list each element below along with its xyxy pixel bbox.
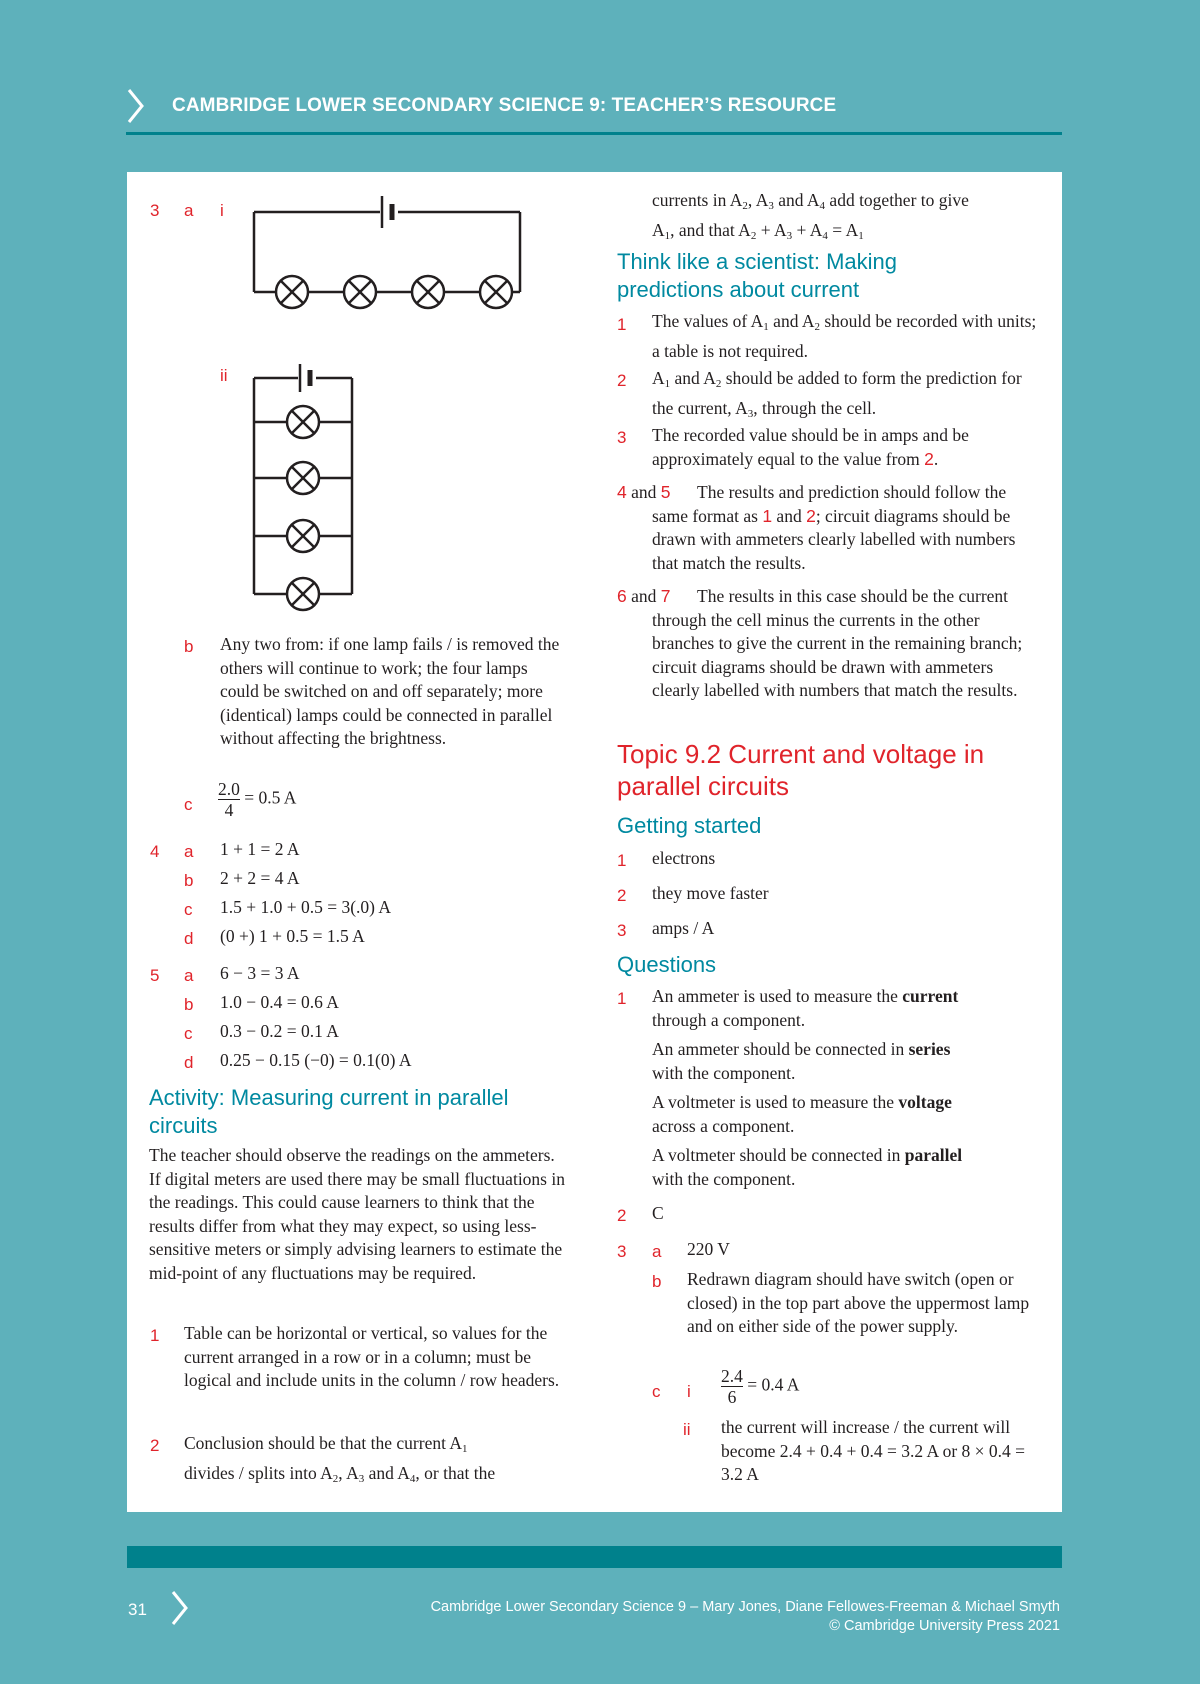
footer-credits: [431, 1598, 1060, 1636]
continued-text: currents in A2, A3 and A4 add together to give A1, and that A2 + A3 + A4 = A1: [652, 190, 969, 242]
sub-label: a: [184, 201, 194, 220]
answer-text: 0.25 − 0.15 (−0) = 0.1(0) A: [220, 1050, 412, 1070]
question-number: 5: [150, 966, 160, 985]
answer-text: 1 + 1 = 2 A: [220, 839, 300, 859]
answer-text: 1.5 + 1.0 + 0.5 = 3(.0) A: [220, 897, 392, 917]
sub-label: c: [652, 1382, 661, 1401]
list-text: An ammeter should be connected in series with the component.: [652, 1039, 951, 1083]
sub-label: a: [652, 1242, 662, 1261]
list-text: Redrawn diagram should have switch (open or closed) in the top part above the uppermost lamp and on either side of the power supply.: [687, 1269, 1030, 1336]
list-number: 1: [617, 315, 627, 334]
list-number: 2: [617, 886, 627, 905]
sub-label: c: [184, 900, 193, 919]
list-number: 2: [617, 1206, 627, 1225]
fraction-result: = 0.4 A: [747, 1374, 800, 1395]
list-text: Conclusion should be that the current A1 divides / splits into A2, A3 and A4, or that the: [184, 1433, 496, 1485]
list-text: The results in this case should be the current through the cell minus the currents in the other branches to give the current in the remaining branch; circuit diagrams should be drawn with ammeters clearly labelled with numbers that match the results.: [652, 586, 1023, 700]
sub-label: b: [184, 995, 194, 1014]
list-number-range: 4 and 5: [617, 482, 671, 502]
list-number: 3: [617, 1242, 627, 1261]
fraction-numerator: 2.4: [721, 1366, 743, 1386]
sub-label: ii: [683, 1420, 691, 1439]
sub-label: i: [220, 201, 224, 220]
content-panel: [127, 172, 1062, 1512]
fraction-numerator: 2.0: [218, 779, 240, 799]
footer-line: Cambridge Lower Secondary Science 9 – Mary Jones, Diane Fellowes-Freeman & Michael Smyth: [430, 1599, 1060, 1615]
sub-label: b: [184, 637, 194, 656]
activity-heading: Activity: Measuring current in parallel circuits: [149, 1085, 509, 1138]
fraction-answer: [218, 779, 296, 820]
answer-text: Any two from: if one lamp fails / is removed the others will continue to work; the four lamps could be switched on and off separately; more (identical) lamps could be connected in parallel without affecting the brightness.: [220, 634, 560, 748]
list-number: 1: [617, 851, 627, 870]
answer-text: (0 +) 1 + 0.5 = 1.5 A: [220, 926, 365, 946]
list-number: 1: [150, 1326, 160, 1345]
list-number: 3: [617, 428, 627, 447]
list-text: 220 V: [687, 1239, 730, 1259]
list-text: amps / A: [652, 918, 715, 938]
sub-label: c: [184, 1024, 193, 1043]
sub-label: i: [687, 1382, 691, 1401]
sub-label: b: [184, 871, 194, 890]
answer-text: 2 + 2 = 4 A: [220, 868, 300, 888]
list-text: A voltmeter should be connected in parallel with the component.: [652, 1145, 963, 1189]
parallel-circuit-diagram: [252, 360, 372, 620]
list-text: The values of A1 and A2 should be recorded with units; a table is not required.: [652, 311, 1037, 361]
sub-label: a: [184, 966, 194, 985]
list-text: Table can be horizontal or vertical, so values for the current arranged in a row or in a column; must be logical and include units in the column / row headers.: [184, 1323, 560, 1390]
footer-bar: [127, 1546, 1062, 1568]
list-text: The recorded value should be in amps and be approximately equal to the value from 2.: [652, 425, 969, 469]
list-text: electrons: [652, 848, 716, 868]
chevron-right-icon: [170, 1590, 190, 1626]
sub-label: b: [652, 1272, 662, 1291]
list-text: The results and prediction should follow the same format as 1 and 2; circuit diagrams should be drawn with ammeters clearly labelled with numbers that match the results.: [652, 482, 1016, 573]
list-text: the current will increase / the current will become 2.4 + 0.4 + 0.4 = 3.2 A or 8 × 0.4 = 3.2 A: [721, 1417, 1026, 1484]
footer-line: © Cambridge University Press 2021: [829, 1618, 1060, 1634]
fraction-denominator: 4: [224, 800, 234, 820]
header-rule: [126, 132, 1062, 135]
list-text: they move faster: [652, 883, 769, 903]
chevron-right-icon: [126, 88, 146, 124]
list-number: 2: [617, 371, 627, 390]
fraction-denominator: 6: [727, 1387, 737, 1407]
answer-text: 0.3 − 0.2 = 0.1 A: [220, 1021, 339, 1041]
list-text: A1 and A2 should be added to form the prediction for the current, A3, through the cell.: [652, 368, 1022, 420]
list-text: An ammeter is used to measure the current through a component.: [652, 986, 959, 1030]
list-number: 1: [617, 989, 627, 1008]
fraction-result: = 0.5 A: [244, 787, 297, 808]
list-number: 2: [150, 1436, 160, 1455]
getting-started-heading: Getting started: [617, 813, 762, 838]
topic-heading: Topic 9.2 Current and voltage in parallel circuits: [617, 739, 985, 801]
list-text: A voltmeter is used to measure the voltage across a component.: [652, 1092, 952, 1136]
fraction-answer: [721, 1366, 799, 1407]
list-number-range: 6 and 7: [617, 586, 671, 606]
list-number: 3: [617, 921, 627, 940]
activity-text: The teacher should observe the readings on the ammeters. If digital meters are used there may be small fluctuations in the readings. This could cause learners to think that the results differ from what they may expect, so using less-sensitive meters or simply advising learners to estimate the mid-point of any fluctuations may be required.: [149, 1145, 565, 1283]
header-title: CAMBRIDGE LOWER SECONDARY SCIENCE 9: TEACHER’S RESOURCE: [172, 95, 837, 116]
sub-label: ii: [220, 366, 228, 385]
sub-label: d: [184, 1053, 194, 1072]
list-text: C: [652, 1203, 664, 1223]
answer-text: 6 − 3 = 3 A: [220, 963, 300, 983]
question-number: 3: [150, 201, 160, 220]
sub-label: c: [184, 795, 193, 814]
sub-label: d: [184, 929, 194, 948]
series-circuit-diagram: [252, 194, 552, 314]
sub-label: a: [184, 842, 194, 861]
think-heading: Think like a scientist: Making predictions about current: [617, 249, 897, 302]
question-number: 4: [150, 842, 160, 861]
answer-text: 1.0 − 0.4 = 0.6 A: [220, 992, 339, 1012]
page-number: 31: [128, 1600, 147, 1619]
questions-heading: Questions: [617, 952, 717, 977]
